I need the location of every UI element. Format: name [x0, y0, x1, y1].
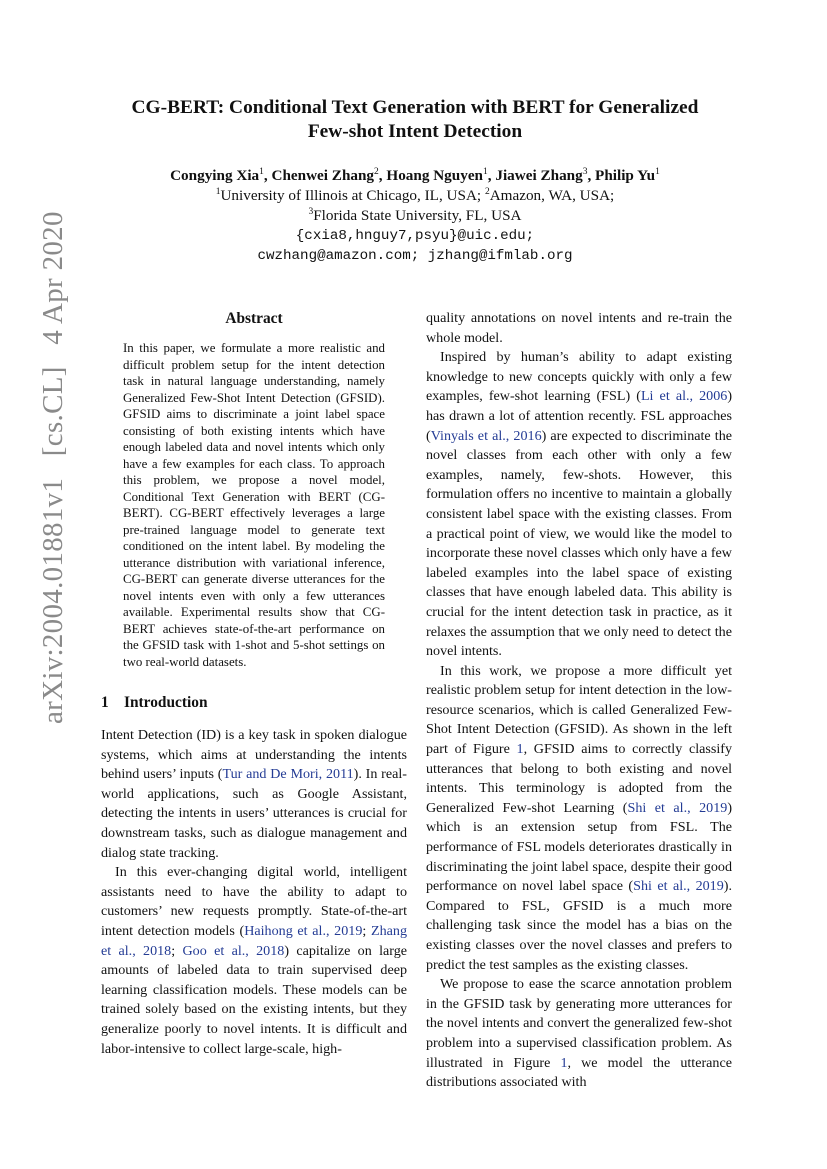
author-affiliation-sup: 1	[655, 167, 660, 177]
paragraph-text: quality annotations on novel intents and re-train the whole model.	[426, 310, 732, 346]
author-affiliation-sup: 2	[374, 167, 379, 177]
citation-link[interactable]: Vinyals et al., 2016	[430, 427, 542, 444]
body-paragraph	[426, 309, 732, 348]
arxiv-category: [cs.CL]	[37, 366, 69, 457]
section-title: Introduction	[124, 694, 208, 711]
paragraph-text: ;	[171, 942, 183, 959]
paragraph-text: ). Compared to FSL, GFSID is a much more challenging task since the model has a bias on the existing classes over the novel classes and prefers to predict the test samples as the existing classes.	[426, 878, 732, 973]
body-paragraph	[426, 975, 732, 1093]
abstract-heading: Abstract	[225, 310, 283, 327]
paragraph-text: Inspired by human’s ability to adapt existing knowledge to new concepts quickly with only a few examples, few-shot learning (FSL) (	[426, 349, 732, 405]
citation-link[interactable]: Li et al., 2006	[640, 388, 728, 405]
affiliation-3: Florida State University, FL, USA	[313, 207, 522, 224]
paragraph-text: ) has drawn a lot of attention recently. FSL approaches (	[426, 388, 733, 444]
author-name: Congying Xia	[170, 167, 260, 184]
affiliation-1: University of Illinois at Chicago, IL, USA;	[220, 187, 482, 204]
citation-link[interactable]: Tur and De Mori, 2011	[222, 766, 354, 783]
paper-title	[100, 96, 730, 144]
author-name: Philip Yu	[595, 167, 656, 184]
paragraph-text: In this work, we propose a more difficult yet realistic problem setup for intent detection in the low-resource scenarios, which is called Generalized Few-Shot Intent Detection (GFSID). As shown in the left part of Figure	[426, 662, 732, 758]
citation-link[interactable]: Shi et al., 2019	[627, 799, 728, 816]
affiliation-2: Amazon, WA, USA;	[489, 187, 615, 204]
body-paragraph	[426, 348, 732, 662]
author-affiliation-sup: 1	[259, 167, 264, 177]
right-column	[426, 309, 732, 1093]
author-name: Chenwei Zhang	[271, 167, 375, 184]
email-line-2[interactable]: cwzhang@amazon.com; jzhang@ifmlab.org	[257, 248, 573, 264]
author-name: Jiawei Zhang	[495, 167, 583, 184]
author-block	[100, 166, 730, 266]
aff2-sup: 2	[484, 187, 490, 197]
paragraph-text: ;	[362, 922, 371, 939]
author-name: Hoang Nguyen	[386, 167, 484, 184]
aff1-sup: 1	[215, 187, 221, 197]
author-affiliation-sup: 3	[582, 167, 588, 177]
abstract-text: In this paper, we formulate a more realistic and difficult problem setup for the intent detection task in natural language understanding, namely Generalized Few-Shot Intent Detection (GFSID). GFSID aims to discriminate a joint label space consisting of both existing intents which have enough labeled data and novel intents which only have a few examples for each class. To approach this problem, we propose a novel model, Conditional Text Generation with BERT (CG-BERT). CG-BERT effectively leverages a large pre-trained language model to generate text conditioned on the intent label. By modeling the utterance distribution with variational inference, CG-BERT can generate diverse utterances for the novel intents even with only a few utterances available. Experimental results show that CG-BERT achieves state-of-the-art performance on the GFSID task with 1-shot and 5-shot settings on two real-world datasets.	[123, 341, 385, 669]
paragraph-text: , GFSID aims to correctly classify utterances that belong to both existing and novel intents. This terminology is adopted from the Generalized Few-shot Learning (	[426, 741, 732, 816]
paragraph-text: ). In real-world applications, such as Google Assistant, detecting the intents in users’ utterances is crucial for downstream tasks, such as dialogue management and dialog state tracking.	[101, 766, 407, 861]
arxiv-id[interactable]: arXiv:2004.01881v1	[37, 477, 69, 724]
citation-link[interactable]: Goo et al., 2018	[182, 942, 285, 959]
body-paragraph	[101, 863, 407, 1059]
paragraph-text: ) which is an extension setup from FSL. The performance of FSL models deteriorates drastically in discriminating the joint label space, despite their good performance on novel label space (	[426, 799, 733, 895]
arxiv-stamp	[36, 0, 70, 724]
author-names: Congying Xia$^1$, Chenwei Zhang$^2$, Hoang Nguyen$^1$, Jiawei Zhang$^3$, Philip Yu$^1$	[170, 167, 660, 184]
citation-link[interactable]: Zhang et al., 2018	[101, 922, 407, 959]
body-paragraph	[426, 662, 732, 976]
citation-link[interactable]: 1	[560, 1054, 568, 1071]
arxiv-date: 4 Apr 2020	[37, 211, 69, 345]
paragraph-text: , we model the utterance distributions associated with	[426, 1054, 732, 1091]
section-heading-introduction	[101, 692, 407, 714]
body-paragraph	[101, 726, 407, 863]
right-paragraphs	[426, 309, 732, 1093]
citation-link[interactable]: Haihong et al., 2019	[244, 922, 363, 939]
title-line-2: Few-shot Intent Detection	[307, 121, 523, 142]
affiliations-line-1	[100, 186, 730, 206]
title-line-1: CG-BERT: Conditional Text Generation with BERT for Generalized	[131, 97, 699, 118]
author-affiliation-sup: 1	[483, 167, 488, 177]
citation-link[interactable]: Shi et al., 2019	[633, 878, 724, 895]
paragraph-text: Intent Detection (ID) is a key task in spoken dialogue systems, which aims at understanding the intents behind users’ inputs (	[101, 727, 407, 783]
left-column	[101, 309, 407, 1059]
aff3-sup: 3	[308, 207, 314, 217]
paragraph-text: In this ever-changing digital world, intelligent assistants need to have the ability to adapt to customers’ new requests promptly. State-of-the-art intent detection models (	[101, 864, 407, 939]
affiliations-line-2	[100, 206, 730, 226]
citation-link[interactable]: 1	[516, 741, 524, 758]
paragraph-text: ) are expected to discriminate the novel classes from each other with only a few examples, namely, few-shots. However, this formulation offers no incentive to maintain a globally consistent label space with the existing classes. From a practical point of view, we would like the model to incorporate these novel classes which only have a few labeled examples into the label space of existing classes that have enough labeled data. This ability is crucial for the intent detection task in practice, as it relaxes the assumption that we only need to detect the novel intents.	[426, 427, 733, 660]
left-paragraphs	[101, 726, 407, 1059]
paragraph-text: We propose to ease the scarce annotation problem in the GFSID task by generating more utterances for the novel intents and convert the generalized few-shot problem into a supervised classification problem. As illustrated in Figure	[426, 976, 732, 1071]
email-line-1[interactable]: {cxia8,hnguy7,psyu}@uic.edu;	[295, 228, 535, 244]
section-number: 1	[101, 694, 109, 711]
paragraph-text: ) capitalize on large amounts of labeled data to train supervised deep learning classification models. These models can be trained solely based on the existing intents, but they generalize poorly to novel intents. It is difficult and labor-intensive to collect large-scale, high-	[101, 942, 407, 1057]
